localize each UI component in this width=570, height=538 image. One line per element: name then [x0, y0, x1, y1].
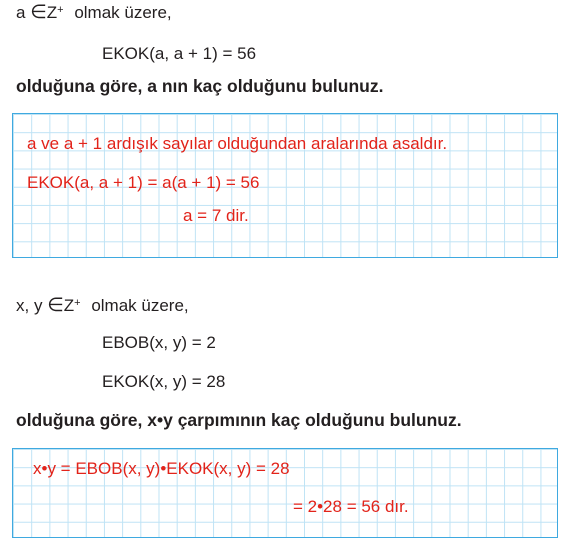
problem2-equation-ebob: EBOB(x, y) = 2: [102, 333, 216, 352]
element-of-symbol: ∈: [47, 295, 64, 316]
problem2-condition: [16, 296, 189, 316]
solution2-line1: x•y = EBOB(x, y)•EKOK(x, y) = 28: [33, 459, 290, 478]
problem1-condition: [16, 3, 172, 23]
positive-superscript: +: [74, 297, 81, 309]
problem1-equation: EKOK(a, a + 1) = 56: [102, 44, 257, 63]
element-of-symbol: ∈: [30, 2, 47, 23]
problem2-question: olduğuna göre, x•y çarpımının kaç olduğunu bulunuz.: [16, 410, 462, 430]
variable-a: a: [16, 3, 26, 22]
positive-superscript: +: [57, 4, 64, 16]
problem1-question: olduğuna göre, a nın kaç olduğunu bulunuz.: [16, 76, 384, 96]
integer-set: Z: [46, 3, 58, 22]
solution1-line2: EKOK(a, a + 1) = a(a + 1) = 56: [27, 173, 260, 192]
condition-text: olmak üzere,: [74, 3, 172, 22]
integer-set: Z: [63, 296, 75, 315]
solution1-line1: a ve a + 1 ardışık sayılar olduğundan aralarında asaldır.: [27, 134, 448, 153]
solution2-line2: = 2•28 = 56 dır.: [293, 497, 409, 516]
condition-text: olmak üzere,: [91, 296, 189, 315]
solution1-line3: a = 7 dir.: [183, 206, 249, 225]
problem2-equation-ekok: EKOK(x, y) = 28: [102, 372, 226, 391]
variables-xy: x, y: [16, 296, 43, 315]
